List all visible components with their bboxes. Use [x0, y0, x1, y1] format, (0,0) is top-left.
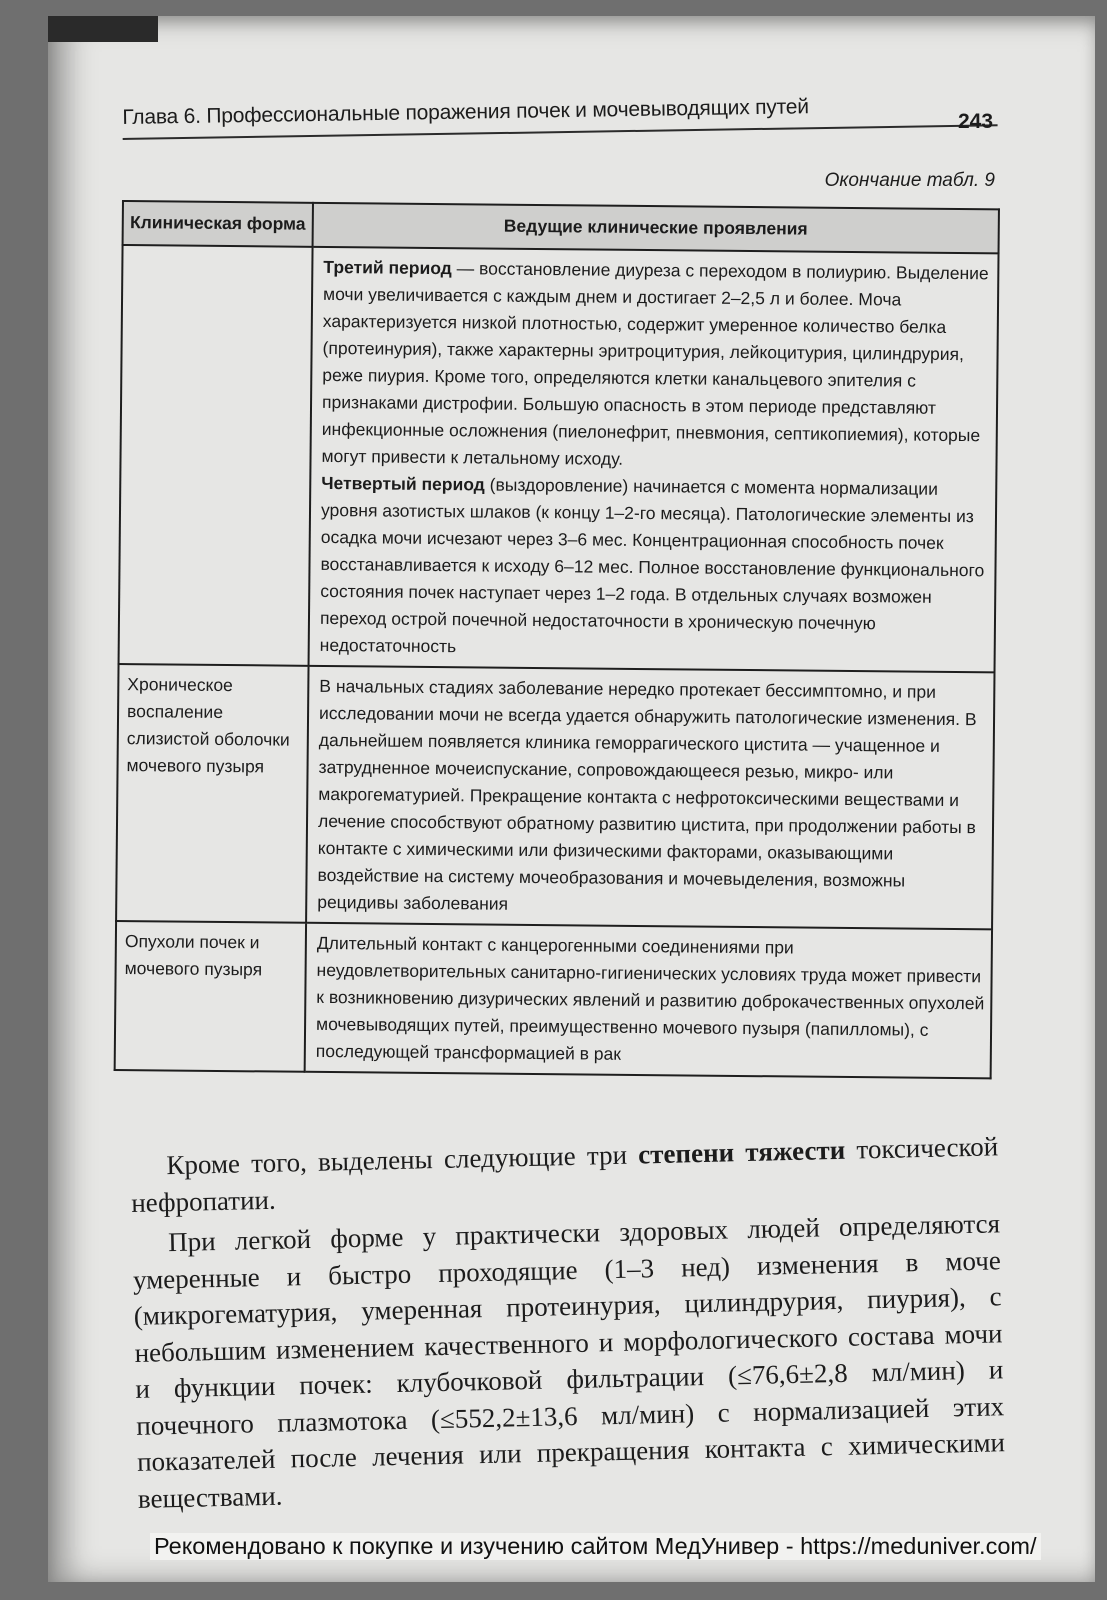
body-paragraph: При легкой форме у практически здоровых людей определяются умеренные и быстро проходящие (1–3 нед) изменения в моче (микрогематурия, умеренная протеинурия, цилиндрурия, пиурия), с небольшим изменением качественного и морфологического состава мочи и функции почек: клубочковой фильтрации (≤76,6±2,8 мл/мин) и почечного плазмотока (≤552,2±13,6 мл/мин) с нормализацией этих показателей после лечения или прекращения контакта с химическими веществами.: [132, 1208, 1006, 1514]
period-heading: Четвертый период: [321, 472, 485, 495]
paragraph-text: — восстановление диуреза с переходом в полиурию. Выделение мочи увеличивается с каждым днем и достигает 2–2,5 л и более. Моча характеризуется низкой плотностью, содержит умеренное количество белка (протеинурия), также характерны эритроцитурия, лейкоцитурия, цилиндрурия, реже пиурия. Кроме того, определяются клетки канальцевого эпителия с признаками дистрофии. Большую опасность в этом периоде представляют инфекционные осложнения (пиелонефрит, пневмония, септикопиемия), которые могут привести к летальному исходу.: [321, 258, 989, 469]
paragraph-text: Длительный контакт с канцерогенными соединениями при неудовлетворительных санитарно-гигиенических условиях труда может привести к возникновению дизурических явлений и развитию доброкачественных опухолей мочевыводящих путей, преимущественно мочевого пузыря (папилломы), с последующей трансформацией в рак: [315, 932, 985, 1064]
clinical-form-cell: [119, 245, 313, 666]
manifestation-paragraph: [316, 930, 985, 1071]
clinical-forms-table: [114, 200, 1000, 1079]
table-row: [116, 664, 994, 929]
body-text-run: токсической нефропатии.: [130, 1131, 999, 1218]
severity-degrees-term: степени тяжести: [637, 1134, 846, 1170]
manifestation-paragraph: [321, 254, 991, 476]
column-header-form: Клиническая форма: [123, 201, 313, 247]
table-row: [119, 245, 999, 672]
clinical-form-cell: Опухоли почек и мочевого пузыря: [115, 921, 306, 1072]
manifestation-paragraph: [320, 470, 990, 665]
period-heading: Третий период: [323, 256, 452, 279]
body-text: [130, 1128, 1006, 1517]
paragraph-text: В начальных стадиях заболевание нередко протекает бессимптомно, и при исследовании мочи не всегда удается обнаружить патологические изменения. В дальнейшем появляется клиника геморрагического цистита — учащенное и затрудненное мочеиспускание, сопровождающееся резью, микро- или макрогематурией. Прекращение контакта с нефротоксическими веществами и лечение способствуют обратному развитию цистита, при продолжении работы в контакте с химическими или физическими факторами, оказывающими воздействие на систему мочеобразования и мочевыделения, возможны рецидивы заболевания: [317, 675, 977, 914]
page-number: 243: [958, 110, 994, 133]
manifestations-cell: [305, 923, 992, 1079]
page-corner-shadow: [48, 16, 158, 42]
manifestations-cell: [309, 247, 999, 673]
clinical-form-cell: Хроническое воспаление слизистой оболочки мочевого пузыря: [116, 664, 308, 923]
manifestations-cell: [306, 666, 994, 930]
table-row: [115, 921, 992, 1078]
table-container: [114, 200, 1000, 1079]
footer-watermark: Рекомендовано к покупке и изучению сайтом МедУнивер - https://meduniver.com/: [150, 1533, 1041, 1560]
manifestation-paragraph: [317, 673, 987, 922]
table-caption: Окончание табл. 9: [824, 170, 995, 191]
running-title: Глава 6. Профессиональные поражения почек и мочевыводящих путей: [122, 95, 810, 129]
body-text-run: Кроме того, выделены следующие три: [166, 1139, 639, 1181]
paragraph-text: (выздоровление) начинается с момента нормализации уровня азотистых шлаков (к концу 1–2-го месяца). Патологические элементы из осадка мочи исчезают через 3–6 мес. Концентрационная способность почек восстанавливается к исходу 6–12 мес. Полное восстановление функционального состояния почек наступает через 1–2 года. В отдельных случаях возможен переход острой почечной недостаточности в хроническую почечную недостаточность: [319, 474, 985, 657]
column-header-manifestations: Ведущие клинические проявления: [313, 203, 999, 254]
